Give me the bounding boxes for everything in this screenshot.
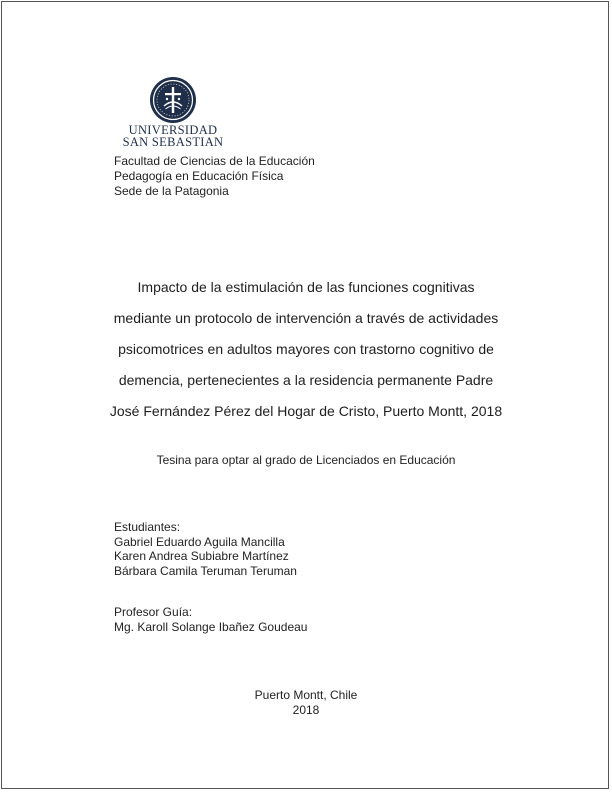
faculty-line: Facultad de Ciencias de la Educación — [114, 154, 315, 168]
title-line: Impacto de la estimulación de las funciones cognitivas — [137, 279, 475, 295]
title-line: psicomotrices en adultos mayores con trastorno cognitivo de — [118, 341, 494, 357]
logo-text-san-sebastian: SAN SEBASTIAN — [122, 135, 224, 149]
logo-text-university: UNIVERSIDAD — [128, 123, 218, 137]
place-date — [200, 688, 412, 717]
university-logo — [118, 76, 228, 148]
advisor-section — [114, 605, 307, 634]
title-line: José Fernández Pérez del Hogar de Cristo, Puerto Montt, 2018 — [109, 403, 503, 419]
title-line: demencia, pertenecientes a la residencia permanente Padre — [118, 372, 494, 388]
faculty-info — [114, 154, 315, 199]
student-name: Karen Andrea Subiabre Martínez — [114, 549, 289, 563]
advisor-name: Mg. Karoll Solange Ibañez Goudeau — [114, 619, 308, 634]
campus-line: Sede de la Patagonia — [114, 184, 229, 198]
students-section — [114, 520, 297, 578]
thesis-title — [70, 272, 542, 427]
student-name: Bárbara Camila Teruman Teruman — [114, 563, 297, 578]
title-line: mediante un protocolo de intervención a través de actividades — [113, 310, 499, 326]
advisor-label: Profesor Guía: — [114, 605, 193, 619]
year-line: 2018 — [292, 702, 320, 717]
university-seal-icon — [118, 76, 228, 124]
program-line: Pedagogía en Educación Física — [114, 169, 284, 183]
city-line: Puerto Montt, Chile — [254, 688, 358, 702]
student-name: Gabriel Eduardo Aguila Mancilla — [114, 534, 285, 549]
students-label: Estudiantes: — [114, 520, 181, 534]
degree-statement: Tesina para optar al grado de Licenciados en Educación — [156, 453, 456, 467]
